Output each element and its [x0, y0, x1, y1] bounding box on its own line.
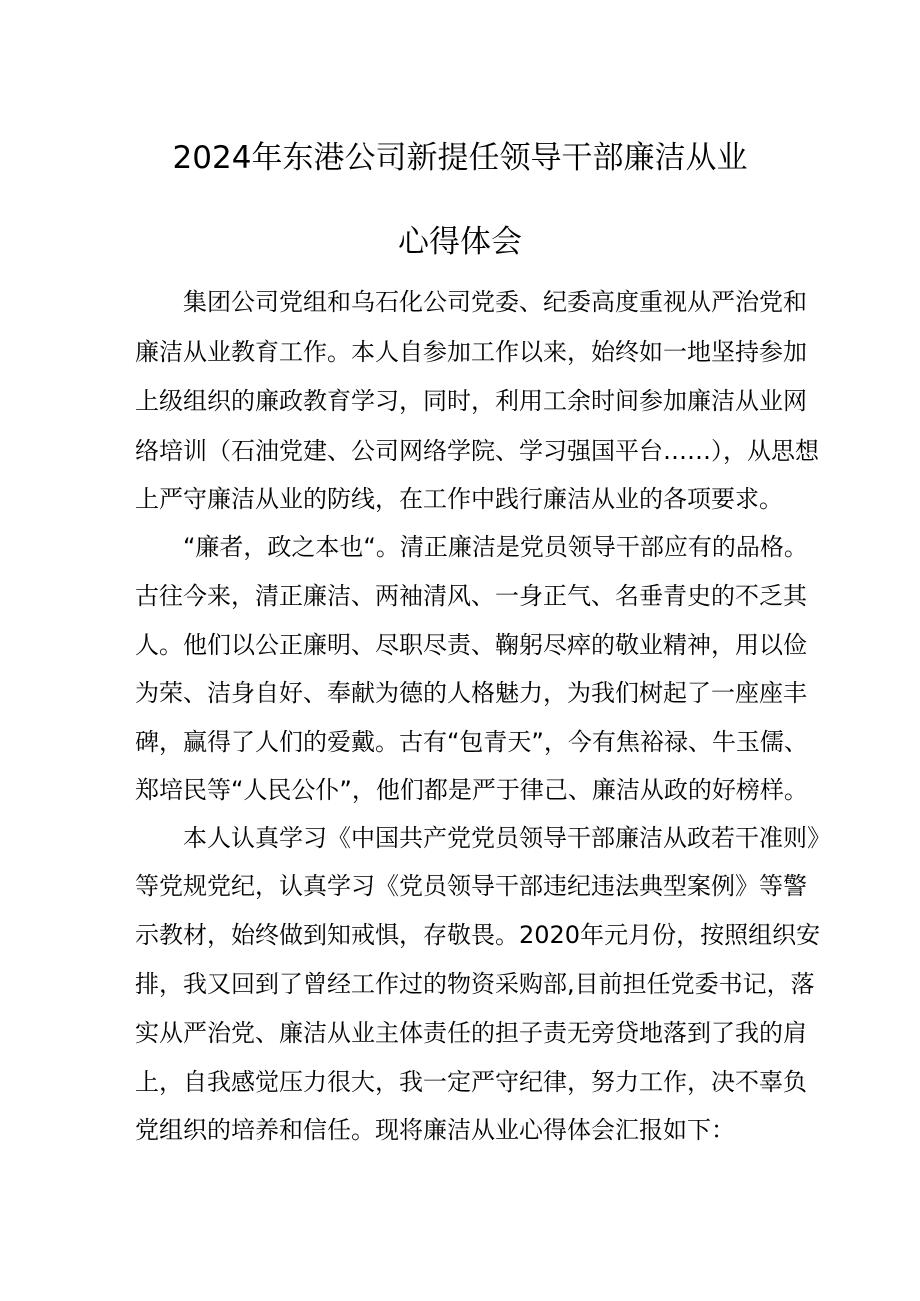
paragraph-1-line: 廉洁从业教育工作。本人自参加工作以来，始终如一地坚持参加 [135, 338, 807, 366]
paragraph-2-line: 碑，赢得了人们的爱戴。古有“包青天”，今有焦裕禄、牛玉儒、 [135, 728, 808, 756]
paragraph-1-line: 上级组织的廉政教育学习，同时，利用工余时间参加廉洁从业网 [135, 387, 807, 415]
paragraph-3-line: 示教材，始终做到知戒惧，存敬畏。2020年元月份，按照组织安 [135, 921, 821, 949]
paragraph-2-line: 古往今来，清正廉洁、两袖清风、一身正气、名垂青史的不乏其 [135, 582, 807, 610]
paragraph-1-line: 络培训（石油党建、公司网络学院、学习强国平台……），从思想 [135, 437, 819, 465]
document-title-line-2: 心得体会 [398, 224, 522, 260]
paragraph-1-line: 集团公司党组和乌石化公司党委、纪委高度重视从严治党和 [183, 288, 807, 316]
paragraph-3-line: 等党规党纪，认真学习《党员领导干部违纪违法典型案例》等警 [135, 872, 807, 900]
paragraph-2-line: 为荣、洁身自好、奉献为德的人格魅力，为我们树起了一座座丰 [135, 679, 807, 707]
paragraph-3-line: 本人认真学习《中国共产党党员领导干部廉洁从政若干准则》 [183, 824, 831, 852]
paragraph-2-line: “廉者，政之本也“。清正廉洁是党员领导干部应有的品格。 [183, 533, 808, 561]
paragraph-2-line: 人。他们以公正廉明、尽职尽责、鞠躬尽瘁的敬业精神，用以俭 [135, 631, 807, 659]
paragraph-3-line: 上，自我感觉压力很大，我一定严守纪律，努力工作，决不辜负 [135, 1068, 807, 1096]
paragraph-3-line: 党组织的培养和信任。现将廉洁从业心得体会汇报如下： [135, 1116, 735, 1144]
paragraph-3-line: 排，我又回到了曾经工作过的物资采购部,目前担任党委书记，落 [135, 970, 815, 998]
paragraph-3-line: 实从严治党、廉洁从业主体责任的担子责无旁贷地落到了我的肩 [135, 1019, 807, 1047]
document-title-line-1: 2024年东港公司新提任领导干部廉洁从业 [172, 140, 748, 176]
paragraph-1-line: 上严守廉洁从业的防线，在工作中践行廉洁从业的各项要求。 [135, 485, 783, 513]
paragraph-2-line: 郑培民等“人民公仆”，他们都是严于律己、廉洁从政的好榜样。 [135, 776, 808, 804]
